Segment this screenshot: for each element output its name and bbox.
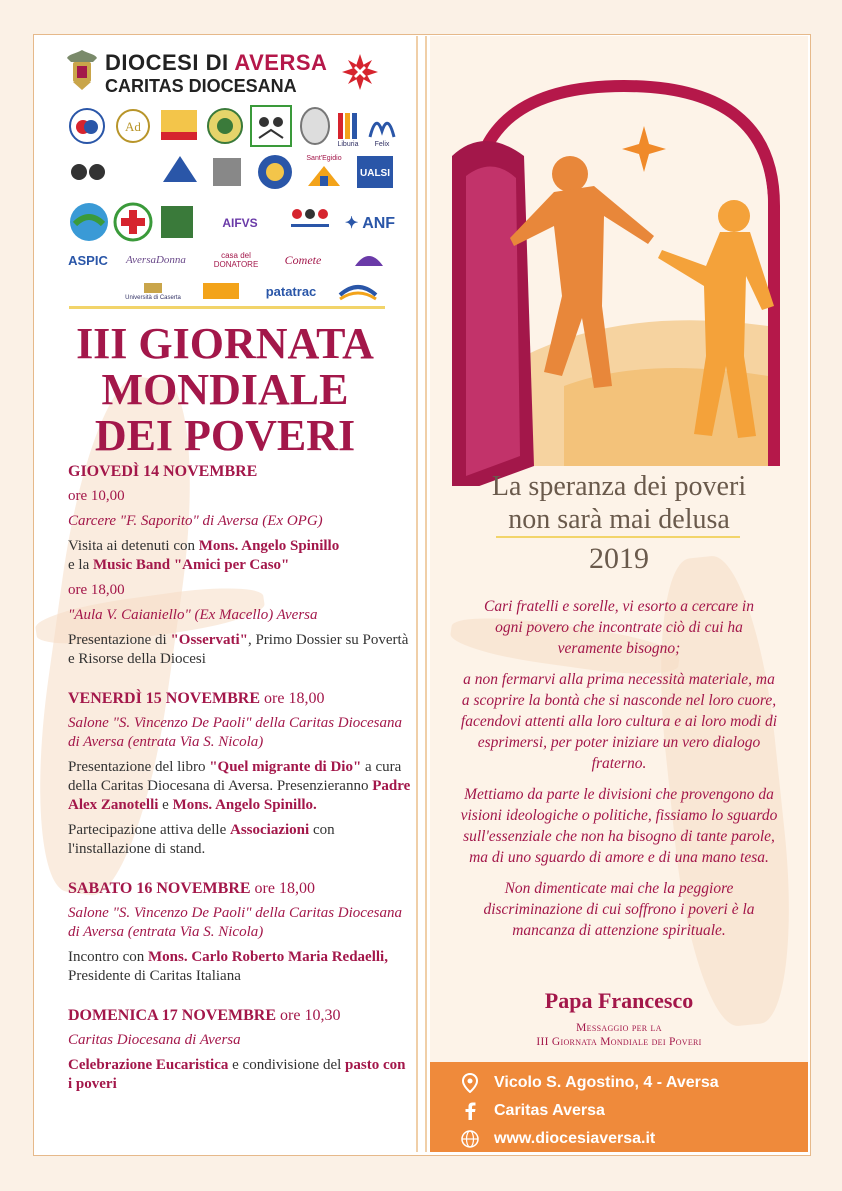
partner-logo	[285, 202, 335, 242]
partner-logo	[335, 276, 381, 304]
contact-footer	[430, 1062, 808, 1152]
divider	[416, 36, 418, 1152]
event-description: Partecipazione attiva delle Associazioni con l'installazione di stand.	[68, 822, 335, 857]
event-place: Carcere "F. Saporito" di Aversa (Ex OPG)	[68, 513, 323, 529]
address-row: Vicolo S. Agostino, 4 - Aversa	[494, 1074, 719, 1092]
event-time: ore 18,00	[68, 582, 125, 598]
partner-logo	[353, 152, 397, 192]
partner-logo	[199, 280, 243, 302]
signature-message: III Giornata Mondiale dei Poveri	[536, 1036, 702, 1048]
event-title-line3: DEI POVERI	[94, 411, 356, 460]
partner-logo: Sant'Egidio	[299, 150, 349, 194]
partner-logo	[157, 106, 201, 146]
partner-logo	[67, 200, 111, 244]
events-schedule	[68, 462, 413, 1094]
partner-logo	[157, 200, 197, 244]
facebook-icon	[460, 1101, 480, 1121]
left-column	[35, 36, 415, 1152]
event-description: Visita ai detenuti con Mons. Angelo Spinillo e la Music Band "Amici per Caso"	[68, 538, 340, 573]
event-day-friday: VENERDÌ 15 NOVEMBRE ore 18,00	[68, 690, 325, 707]
signature-name: Papa Francesco	[544, 988, 694, 1013]
partner-logo	[157, 152, 203, 192]
quote-paragraph: Cari fratelli e sorelle, vi esorto a cercare in ogni povero che incontrate ciò di cui ha veramente bisogno;	[484, 598, 754, 657]
separator	[69, 306, 385, 309]
website-row[interactable]: www.diocesiaversa.it	[494, 1130, 655, 1148]
event-description: Presentazione del libro "Quel migrante di Dio" a cura della Caritas Diocesana di Aversa. Presenzieranno Padre Alex Zanotelli e Mons. Angelo Spinillo.	[68, 759, 411, 813]
partner-logo	[115, 108, 151, 144]
location-pin-icon	[460, 1073, 480, 1093]
event-time: ore 10,00	[68, 488, 125, 504]
event-place: "Aula V. Caianiello" (Ex Macello) Aversa	[68, 607, 318, 623]
partner-logo: patatrac	[265, 283, 317, 299]
partner-logo: ASPIC	[68, 252, 108, 268]
partner-logo	[113, 200, 153, 244]
year: 2019	[589, 542, 649, 575]
facebook-row[interactable]: Caritas Aversa	[494, 1102, 605, 1120]
diocese-title: DIOCESI DI AVERSA	[105, 50, 328, 75]
caritas-title: CARITAS DIOCESANA	[105, 76, 297, 96]
arch-illustration-icon	[444, 56, 804, 486]
quote-paragraph: a non fermarvi alla prima necessità materiale, ma a scoprire la bontà che si nasconde nel loro cuore, facendovi attenti alla loro cultura e ai loro modi di esprimersi, per poter iniziare un vero dialogo fraterno.	[460, 671, 778, 772]
signature-message: Messaggio per la	[576, 1022, 662, 1034]
partner-logo: ✦ ANF	[344, 215, 396, 232]
partner-logo	[67, 154, 111, 190]
event-title-line1: III GIORNATA	[76, 319, 374, 368]
partner-logo: Felix	[365, 106, 399, 152]
partner-logo: Liburia	[335, 106, 361, 152]
partner-logo: AversaDonna	[126, 254, 186, 266]
partner-logo	[209, 154, 245, 190]
motto-line2: non sarà mai delusa	[508, 504, 730, 535]
event-description: Incontro con Mons. Carlo Roberto Maria Redaelli, Presidente di Caritas Italiana	[68, 949, 388, 984]
diocese-crest-icon	[65, 48, 99, 92]
event-day-thursday: GIOVEDÌ 14 NOVEMBRE	[68, 463, 258, 480]
event-description: Presentazione di "Osservati", Primo Dossier su Povertà e Risorse della Diocesi	[68, 632, 409, 667]
globe-icon	[460, 1129, 480, 1149]
partner-logo	[249, 104, 293, 148]
event-place: Caritas Diocesana di Aversa	[68, 1032, 241, 1048]
quote-paragraph: Mettiamo da parte le divisioni che provengono da visioni ideologiche o politiche, fissiamo lo sguardo sull'essenziale che non ha bisogno di tante parole, ma di uno sguardo di amore e di una mano tesa.	[460, 786, 778, 866]
partner-logo	[205, 106, 245, 146]
pope-quote	[430, 596, 808, 951]
event-day-sunday: DOMENICA 17 NOVEMBRE ore 10,30	[68, 1007, 341, 1024]
partner-logos	[63, 102, 396, 302]
caritas-cross-icon	[340, 52, 380, 92]
partner-logo	[255, 152, 295, 192]
partner-logo: Università di Caserta	[123, 278, 183, 304]
partner-logo	[341, 242, 397, 276]
partner-logo	[67, 106, 107, 146]
partner-logo: casa del DONATORE	[213, 251, 259, 269]
event-description: Celebrazione Eucaristica e condivisione del pasto con i poveri	[68, 1057, 406, 1092]
event-place: Salone "S. Vincenzo De Paoli" della Caritas Diocesana di Aversa (entrata Via S. Nicola)	[68, 715, 402, 750]
divider	[425, 36, 427, 1152]
partner-logo: Comete	[284, 252, 322, 267]
event-title-line2: MONDIALE	[101, 365, 349, 414]
partner-logo	[297, 106, 333, 146]
partner-logo: AIFVS	[222, 216, 258, 230]
quote-paragraph: Non dimenticate mai che la peggiore discriminazione di cui soffrono i poveri è la mancanza di attenzione spirituale.	[483, 880, 755, 939]
event-place: Salone "S. Vincenzo De Paoli" della Caritas Diocesana di Aversa (entrata Via S. Nicola)	[68, 905, 402, 940]
svg-text:UALSI: UALSI	[360, 168, 390, 179]
right-column	[430, 36, 808, 1152]
header	[35, 46, 415, 96]
motto-line1: La speranza dei poveri	[491, 471, 747, 502]
svg-text:Ad: Ad	[125, 119, 141, 134]
event-day-saturday: SABATO 16 NOVEMBRE ore 18,00	[68, 880, 315, 897]
separator	[496, 536, 740, 538]
